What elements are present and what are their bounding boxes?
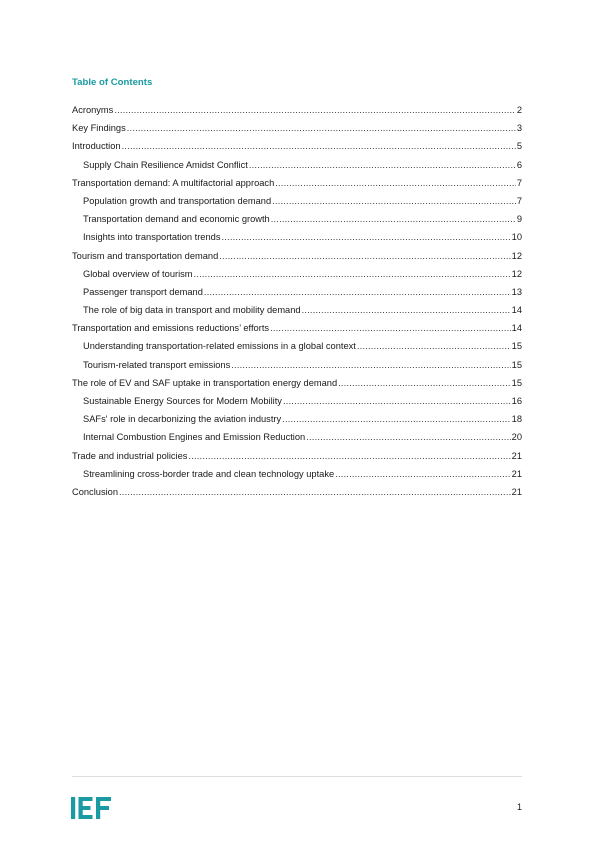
toc-entry[interactable]	[72, 450, 522, 468]
toc-entry-label: Sustainable Energy Sources for Modern Mobility	[83, 396, 282, 406]
toc-entry-label: Key Findings	[72, 123, 126, 134]
toc-entry[interactable]	[72, 268, 522, 286]
toc-entry-label: Transportation demand and economic growth	[83, 214, 270, 225]
toc-entry-page: 3	[516, 123, 522, 134]
toc-dot-leader	[204, 286, 511, 298]
toc-dot-leader	[219, 250, 510, 262]
toc-entry-label: Tourism and transportation demand	[72, 250, 219, 261]
toc-entry-page: 14	[511, 323, 522, 334]
toc-entry[interactable]	[72, 486, 522, 504]
toc-entry-page: 10	[511, 232, 522, 243]
toc-dot-leader	[302, 304, 511, 316]
toc-entry[interactable]	[72, 304, 522, 322]
toc-entry-page: 2	[516, 105, 522, 115]
toc-dot-leader	[306, 431, 510, 443]
toc-entry[interactable]	[72, 359, 522, 377]
toc-entry-page: 16	[511, 396, 522, 406]
page-number: 1	[516, 802, 522, 812]
toc-entry-label: Conclusion	[72, 486, 118, 497]
toc-entry-page: 7	[516, 177, 522, 188]
toc-entry-page: 20	[511, 432, 522, 443]
toc-dot-leader	[114, 104, 516, 116]
toc-entry[interactable]	[72, 122, 522, 140]
toc-entry-page: 15	[511, 359, 522, 370]
toc-entry-label: Global overview of tourism	[83, 268, 193, 279]
toc-entry-page: 21	[511, 468, 522, 479]
toc-entry[interactable]	[72, 340, 522, 358]
toc-list	[72, 104, 522, 504]
toc-entry-page: 12	[511, 250, 522, 261]
toc-dot-leader	[335, 468, 510, 480]
toc-dot-leader	[271, 213, 516, 225]
toc-dot-leader	[357, 340, 511, 352]
toc-entry[interactable]	[72, 413, 522, 431]
toc-entry-label: Tourism-related transport emissions	[83, 359, 231, 370]
toc-entry-page: 15	[511, 341, 522, 352]
toc-entry-label: Population growth and transportation demand	[83, 195, 272, 206]
toc-entry-label: Trade and industrial policies	[72, 450, 188, 461]
toc-dot-leader	[122, 140, 516, 152]
toc-entry[interactable]	[72, 250, 522, 268]
toc-dot-leader	[249, 159, 516, 171]
toc-title: Table of Contents	[72, 77, 153, 88]
toc-dot-leader	[119, 486, 511, 498]
toc-dot-leader	[272, 195, 516, 207]
toc-entry-label: Acronyms	[72, 105, 114, 115]
toc-entry-label: Transportation and emissions reductions’ efforts	[72, 323, 270, 334]
toc-dot-leader	[194, 268, 511, 280]
toc-entry-page: 6	[516, 159, 522, 170]
toc-dot-leader	[231, 359, 510, 371]
toc-entry-page: 21	[511, 450, 522, 461]
toc-entry-page: 13	[511, 286, 522, 297]
toc-entry-page: 15	[511, 377, 522, 388]
toc-entry[interactable]	[72, 286, 522, 304]
toc-entry-label: Passenger transport demand	[83, 286, 203, 297]
toc-entry[interactable]	[72, 431, 522, 449]
toc-entry[interactable]	[72, 395, 522, 413]
ief-logo	[71, 797, 117, 819]
toc-entry[interactable]	[72, 177, 522, 195]
toc-dot-leader	[338, 377, 511, 389]
toc-entry[interactable]	[72, 195, 522, 213]
toc-dot-leader	[283, 395, 511, 407]
toc-entry[interactable]	[72, 468, 522, 486]
footer-divider	[72, 776, 522, 777]
toc-entry-page: 9	[516, 214, 522, 225]
toc-entry-label: Understanding transportation-related emissions in a global context	[83, 341, 356, 352]
toc-entry-page: 21	[511, 486, 522, 497]
toc-entry-label: Streamlining cross-border trade and clean technology uptake	[83, 468, 335, 479]
toc-dot-leader	[221, 231, 510, 243]
toc-entry-page: 7	[516, 195, 522, 206]
toc-entry-label: The role of big data in transport and mobility demand	[83, 305, 301, 316]
toc-entry-label: The role of EV and SAF uptake in transportation energy demand	[72, 377, 338, 388]
toc-entry[interactable]	[72, 140, 522, 158]
toc-entry-page: 5	[516, 141, 522, 152]
toc-entry[interactable]	[72, 322, 522, 340]
toc-entry-label: SAFs' role in decarbonizing the aviation industry	[83, 414, 282, 425]
toc-dot-leader	[275, 177, 516, 189]
toc-entry-label: Insights into transportation trends	[83, 232, 221, 243]
toc-entry-page: 12	[511, 268, 522, 279]
toc-entry-label: Transportation demand: A multifactorial approach	[72, 177, 275, 188]
toc-entry[interactable]	[72, 213, 522, 231]
toc-dot-leader	[270, 322, 511, 334]
toc-dot-leader	[282, 413, 511, 425]
toc-entry[interactable]	[72, 377, 522, 395]
toc-entry[interactable]	[72, 159, 522, 177]
toc-dot-leader	[188, 450, 510, 462]
toc-entry-page: 18	[511, 414, 522, 425]
toc-dot-leader	[127, 122, 516, 134]
toc-entry[interactable]	[72, 104, 522, 122]
toc-entry-page: 14	[511, 305, 522, 316]
toc-entry[interactable]	[72, 231, 522, 249]
toc-entry-label: Supply Chain Resilience Amidst Conflict	[83, 159, 248, 170]
toc-entry-label: Internal Combustion Engines and Emission Reduction	[83, 432, 306, 443]
toc-entry-label: Introduction	[72, 141, 121, 152]
